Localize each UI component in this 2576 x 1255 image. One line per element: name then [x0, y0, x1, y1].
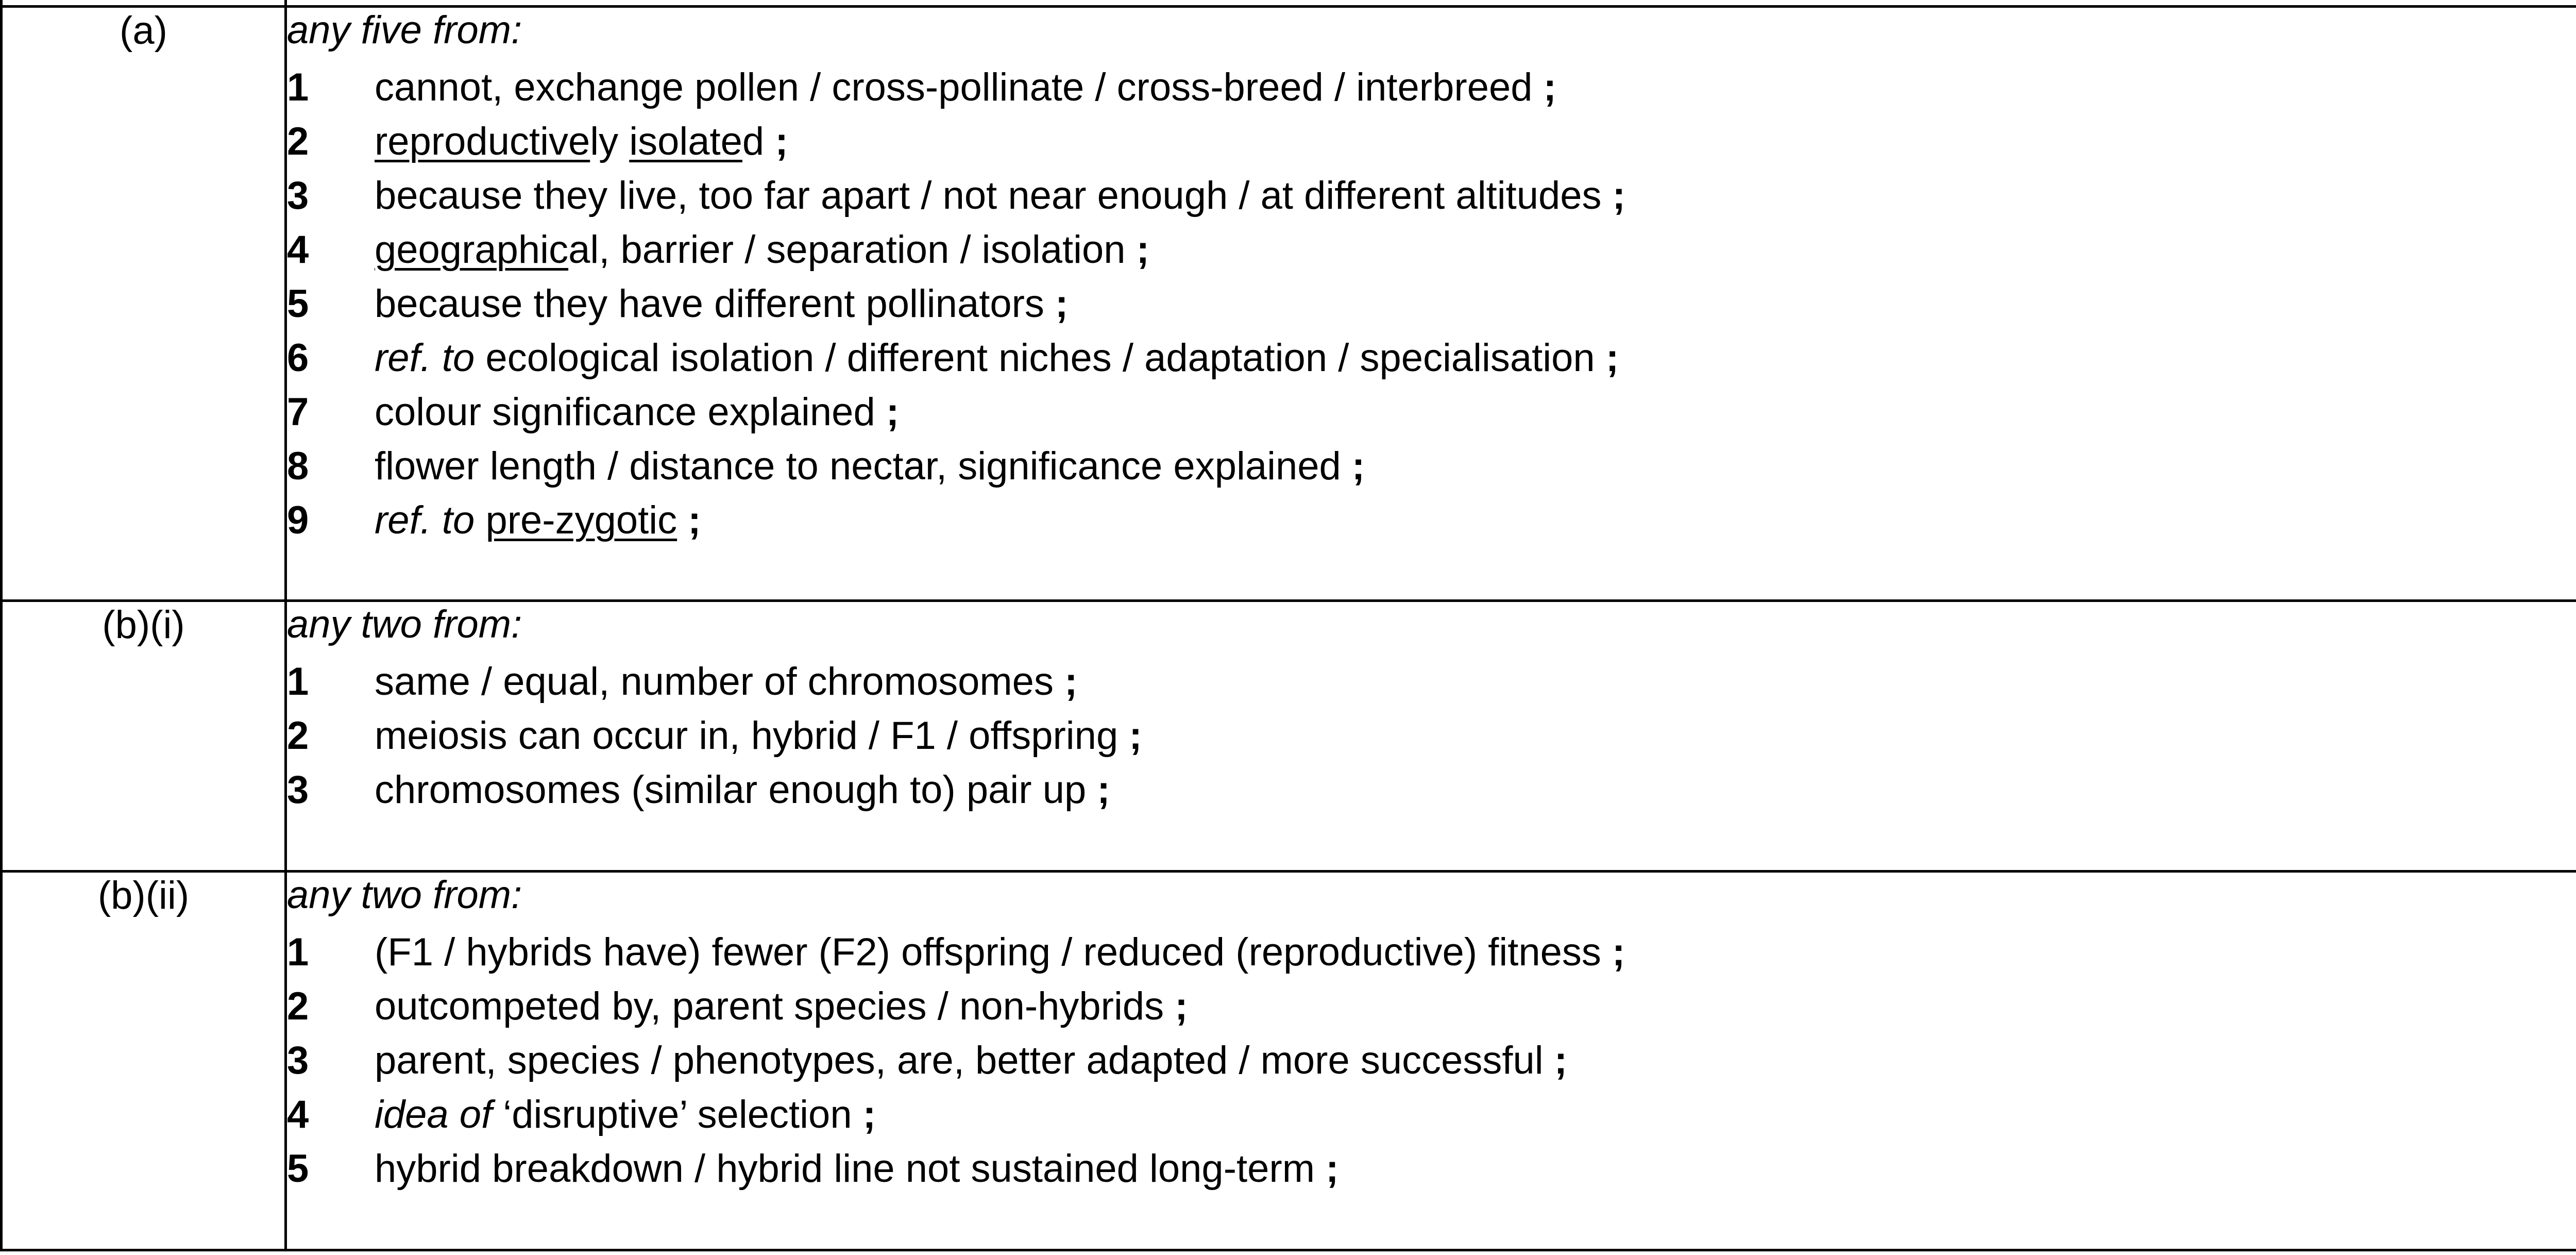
- point-semicolon: ;: [1044, 282, 1069, 326]
- point-semicolon: ;: [764, 120, 788, 163]
- point-text: [375, 925, 1625, 979]
- point-semicolon: ;: [1601, 174, 1625, 217]
- marking-point: [287, 1033, 2576, 1087]
- marking-point: [287, 385, 2576, 439]
- point-text: [375, 1087, 876, 1142]
- underlined-text: reproductive: [375, 120, 590, 163]
- italic-text: idea of: [375, 1093, 493, 1136]
- answer-points: [287, 925, 2576, 1196]
- point-semicolon: ;: [875, 390, 900, 434]
- question-label: (b)(i): [2, 601, 286, 872]
- question-row-a: [2, 7, 2576, 601]
- answer-intro: any five from:: [287, 8, 522, 52]
- marking-point: [287, 169, 2576, 223]
- point-number: 5: [287, 282, 309, 326]
- marking-point: [287, 60, 2576, 114]
- question-row-b-i: [2, 601, 2576, 872]
- point-text: [375, 493, 701, 547]
- point-number: 2: [287, 714, 309, 758]
- point-semicolon: ;: [1164, 984, 1188, 1028]
- point-semicolon: ;: [1315, 1147, 1339, 1191]
- point-semicolon: ;: [1595, 336, 1619, 380]
- point-text: [375, 655, 1077, 709]
- point-semicolon: ;: [1532, 65, 1556, 109]
- point-semicolon: ;: [1601, 930, 1625, 974]
- point-semicolon: ;: [1118, 714, 1142, 758]
- answer-cell: [286, 601, 2576, 872]
- marking-point: [287, 925, 2576, 979]
- text-run: outcompeted by, parent species / non-hybrids: [375, 984, 1164, 1028]
- point-text: [375, 223, 1149, 277]
- point-number: 3: [287, 768, 309, 812]
- text-run: ly: [590, 120, 630, 163]
- text-run: because they live, too far apart / not near enough / at different altitudes: [375, 174, 1602, 217]
- text-run: ‘disruptive’ selection: [492, 1093, 852, 1136]
- italic-text: ref. to: [375, 336, 475, 380]
- point-number: 8: [287, 444, 309, 488]
- point-text: [375, 979, 1188, 1033]
- table-top-spacer: [2, 0, 2576, 7]
- point-text: [375, 114, 788, 169]
- point-text: [375, 277, 1068, 331]
- point-text: [375, 1033, 1567, 1087]
- text-run: because they have different pollinators: [375, 282, 1044, 326]
- text-run: cannot, exchange pollen / cross-pollinate / cross-breed / interbreed: [375, 65, 1533, 109]
- marking-point: [287, 763, 2576, 817]
- point-number: 9: [287, 498, 309, 542]
- point-number: 6: [287, 336, 309, 380]
- point-semicolon: ;: [1053, 660, 1078, 704]
- point-semicolon: ;: [1086, 768, 1110, 812]
- point-number: 4: [287, 228, 309, 272]
- point-semicolon: ;: [1543, 1039, 1568, 1082]
- text-run: flower length / distance to nectar, significance explained: [375, 444, 1341, 488]
- point-text: [375, 385, 899, 439]
- answer-points: [287, 655, 2576, 817]
- marking-point: [287, 223, 2576, 277]
- point-number: 3: [287, 1039, 309, 1082]
- marking-point: [287, 331, 2576, 385]
- answer-cell: [286, 872, 2576, 1250]
- text-run: ecological isolation / different niches / adaptation / specialisation: [474, 336, 1595, 380]
- text-run: (F1 / hybrids have) fewer (F2) offspring / reduced (reproductive) fitness: [375, 930, 1601, 974]
- point-text: [375, 709, 1142, 763]
- point-text: [375, 763, 1110, 817]
- text-run: hybrid breakdown / hybrid line not sustained long-term: [375, 1147, 1315, 1191]
- text-run: al, barrier / separation / isolation: [568, 228, 1126, 272]
- point-number: 5: [287, 1147, 309, 1191]
- underlined-text: pre-zygotic: [485, 498, 677, 542]
- marking-point: [287, 655, 2576, 709]
- question-row-b-ii: [2, 872, 2576, 1250]
- text-run: d: [742, 120, 765, 163]
- underlined-text: isolate: [629, 120, 742, 163]
- point-number: 2: [287, 120, 309, 163]
- point-number: 2: [287, 984, 309, 1028]
- marking-point: [287, 493, 2576, 547]
- point-number: 7: [287, 390, 309, 434]
- marking-point: [287, 709, 2576, 763]
- answer-points: [287, 60, 2576, 547]
- point-text: [375, 439, 1365, 493]
- point-number: 1: [287, 930, 309, 974]
- point-number: 3: [287, 174, 309, 217]
- marking-point: [287, 114, 2576, 169]
- question-label: (b)(ii): [2, 872, 286, 1250]
- text-run: parent, species / phenotypes, are, better adapted / more successful: [375, 1039, 1544, 1082]
- marking-point: [287, 277, 2576, 331]
- text-run: colour significance explained: [375, 390, 875, 434]
- point-number: 1: [287, 660, 309, 704]
- point-text: [375, 169, 1625, 223]
- italic-text: ref. to: [375, 498, 475, 542]
- point-semicolon: ;: [677, 498, 701, 542]
- answer-intro: any two from:: [287, 603, 522, 646]
- point-number: 1: [287, 65, 309, 109]
- underlined-text: geographic: [375, 228, 569, 272]
- point-semicolon: ;: [1125, 228, 1149, 272]
- marking-point: [287, 1087, 2576, 1142]
- point-text: [375, 60, 1556, 114]
- answer-intro: any two from:: [287, 873, 522, 917]
- marking-point: [287, 1142, 2576, 1196]
- marking-point: [287, 439, 2576, 493]
- point-semicolon: ;: [852, 1093, 876, 1136]
- question-label: (a): [2, 7, 286, 601]
- text-run: chromosomes (similar enough to) pair up: [375, 768, 1087, 812]
- point-text: [375, 1142, 1338, 1196]
- marking-point: [287, 979, 2576, 1033]
- point-number: 4: [287, 1093, 309, 1136]
- point-semicolon: ;: [1341, 444, 1365, 488]
- point-text: [375, 331, 1619, 385]
- text-run: [474, 498, 485, 542]
- answer-cell: [286, 7, 2576, 601]
- text-run: meiosis can occur in, hybrid / F1 / offspring: [375, 714, 1118, 758]
- text-run: same / equal, number of chromosomes: [375, 660, 1054, 704]
